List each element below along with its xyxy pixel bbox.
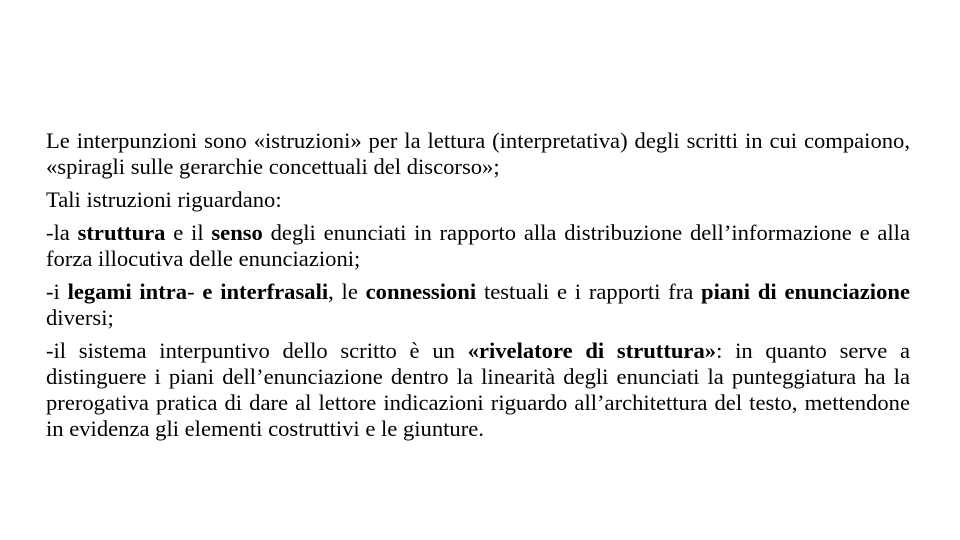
bold-term-struttura: struttura bbox=[77, 220, 166, 245]
paragraph-istruzioni bbox=[46, 128, 910, 180]
bold-term-legami-intra: legami intra bbox=[67, 279, 188, 304]
bold-term-senso: senso bbox=[211, 220, 263, 245]
text-run: - bbox=[187, 279, 203, 304]
paragraph-legami bbox=[46, 279, 910, 331]
text-run: : in quanto serve a distinguere i piani dell’enunciazione dentro la linearità degli enunciati la punteggiatura ha la prerogativa pratica di dare al lettore indicazioni riguardo all’architettura del testo, mettendone in evidenza gli elementi costruttivi e le giunture. bbox=[46, 338, 911, 441]
paragraph-riguardano bbox=[46, 187, 910, 213]
bold-term-interfrasali: e interfrasali bbox=[202, 279, 329, 304]
paragraph-text: Le interpunzioni sono «istruzioni» per la lettura (interpretativa) degli scritti in cui compaiono, «spiragli sulle gerarchie concettuali del discorso»; bbox=[46, 128, 910, 179]
paragraph-struttura-senso bbox=[46, 220, 910, 272]
bold-term-piani-di-enunciazione: piani di enunciazione bbox=[701, 279, 910, 304]
text-run: degli enunciati in rapporto alla distribuzione dell’informazione e alla forza illocutiva delle enunciazioni; bbox=[46, 220, 910, 271]
paragraph-sistema-interpuntivo bbox=[46, 338, 910, 442]
body-text bbox=[46, 128, 910, 449]
bold-term-connessioni: connessioni bbox=[365, 279, 477, 304]
text-run: , le bbox=[328, 279, 366, 304]
text-run: testuali e i rapporti fra bbox=[476, 279, 702, 304]
text-run: diversi; bbox=[46, 305, 114, 330]
text-run: -il sistema interpuntivo dello scritto è un bbox=[46, 338, 468, 363]
text-run: e il bbox=[165, 220, 212, 245]
text-run: -i bbox=[46, 279, 68, 304]
text-run: -la bbox=[46, 220, 78, 245]
paragraph-text: Tali istruzioni riguardano: bbox=[46, 187, 282, 212]
bold-term-rivelatore: «rivelatore di struttura» bbox=[467, 338, 717, 363]
